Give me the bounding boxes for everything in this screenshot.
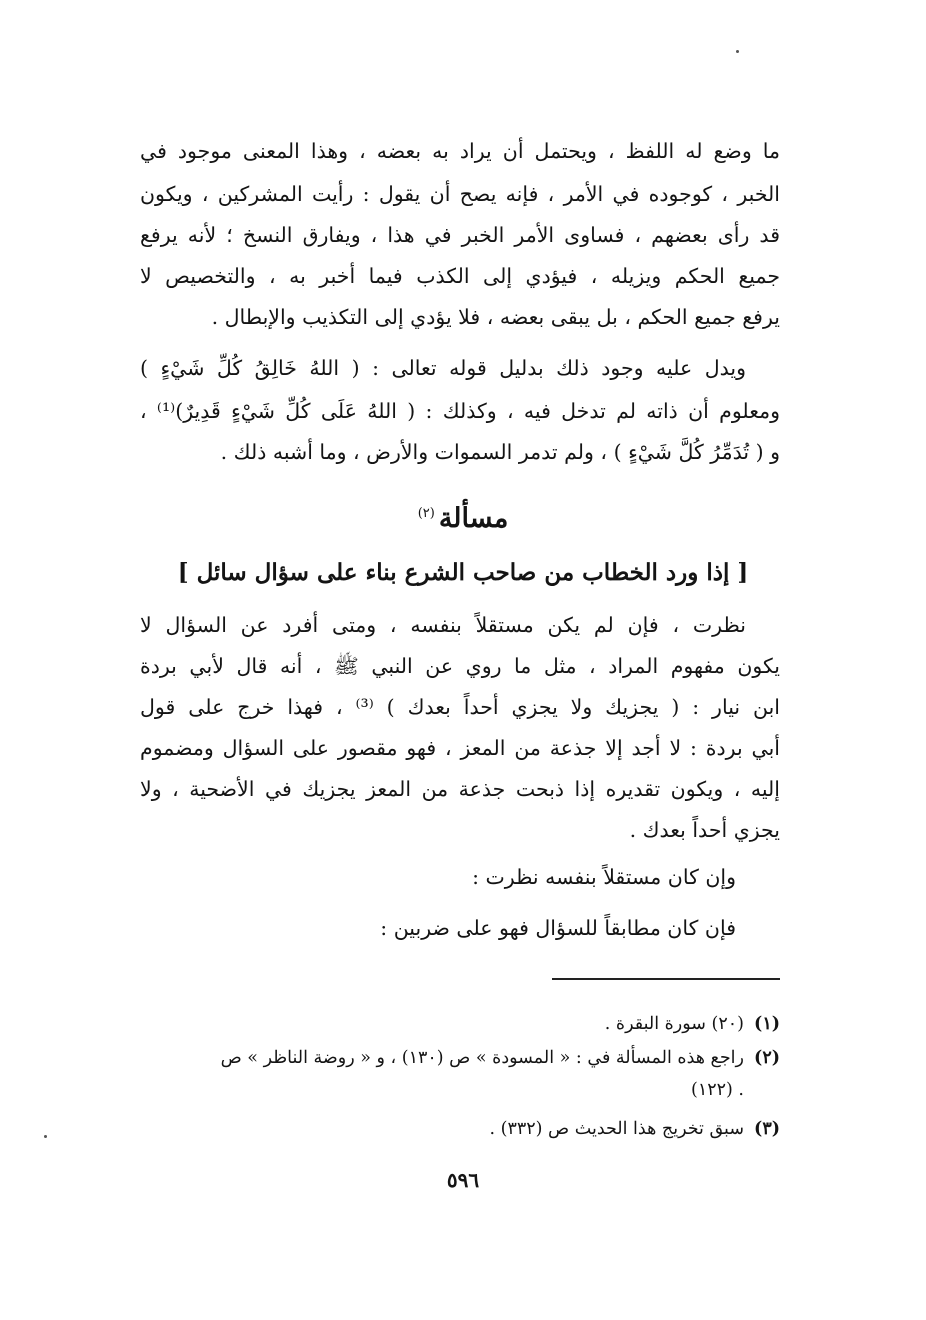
footnote-text: راجع هذه المسألة في : « المسودة » ص (١٣٠) ، و « روضة الناظر » ص [220,1048,744,1068]
text-line: ومعلوم أن ذاته لم تدخل فيه ، وكذلك : ( اللهُ عَلَى كُلِّ شَيْءٍ قَدِيرٌ)⁽¹⁾ ، [140,399,780,423]
footnote-2-continued [130,1078,780,1102]
text-line: ما وضع له اللفظ ، ويحتمل أن يراد به بعضه ، وهذا المعنى موجود في [140,139,780,163]
text-line: يجزي أحداً بعدك . [629,818,780,842]
footnote-number: (٣) [754,1119,780,1139]
text-line: الخبر ، كوجوده في الأمر ، فإنه يصح أن يقول : رأيت المشركين ، ويكون [140,182,780,206]
text-line: إليه ، ويكون تقديره إذا ذبحت جذعة من المعز يجزيك في الأضحية ، ولا [140,777,781,801]
text-line: قد رأى بعضهم ، فساوى الأمر الخبر في هذا ، ويفارق النسخ ؛ لأنه يرفع [140,223,780,247]
section-title-text: مسألة [438,503,509,534]
scan-speck [736,50,739,53]
footnote-3 [130,1117,780,1141]
footnote-1 [130,1012,780,1036]
text-line: يكون مفهوم المراد ، مثل ما روي عن النبي ﷺ ، أنه قال لأبي بردة [140,654,780,678]
footnote-text: سبق تخريج هذا الحديث ص (٣٣٢) . [489,1119,744,1139]
footnote-number: (٢) [754,1048,780,1068]
footnote-text: (٢٠) سورة البقرة . [604,1014,744,1034]
text-line: يرفع جميع الحكم ، بل يبقى بعضه ، فلا يؤدي إلى التكذيب والإبطال . [211,305,780,329]
text-line: ابن نيار : ( يجزيك ولا يجزي أحداً بعدك ) ⁽³⁾ ، فهذا خرج على قول [140,695,781,719]
scan-speck [44,1135,47,1138]
text-line: جميع الحكم ويزيله ، فيؤدي إلى الكذب فيما أخبر به ، والتخصيص لا [140,264,780,288]
section-title [0,497,926,536]
page-number: ٥٩٦ [446,1168,480,1192]
footnote-separator [552,978,780,980]
footnote-text: . (١٢٢) [691,1080,744,1100]
text-line: و ( تُدَمِّرُ كُلَّ شَيْءٍ ) ، ولم تدمر السموات والأرض ، وما أشبه ذلك . [220,440,780,464]
text-line-indented: وإن كان مستقلاً بنفسه نظرت : [472,865,736,889]
text-line: ويدل عليه وجود ذلك بدليل قوله تعالى : ( اللهُ خَالِقُ كُلِّ شَيْءٍ ) [140,356,746,380]
text-line-indented: فإن كان مطابقاً للسؤال فهو على ضربين : [380,916,736,940]
footnote-2 [130,1046,780,1070]
footnote-number: (١) [754,1014,780,1034]
footnote-ref: (٢) [417,506,435,521]
text-line: نظرت ، فإن لم يكن مستقلاً بنفسه ، ومتى أفرد عن السؤال لا [140,613,746,637]
section-subtitle: [ إذا ورد الخطاب من صاحب الشرع بناء على سؤال سائل ] [177,559,749,586]
text-line: أبي بردة : لا أجد إلا جذعة من المعز ، فهو مقصور على السؤال ومضموم [140,736,780,760]
